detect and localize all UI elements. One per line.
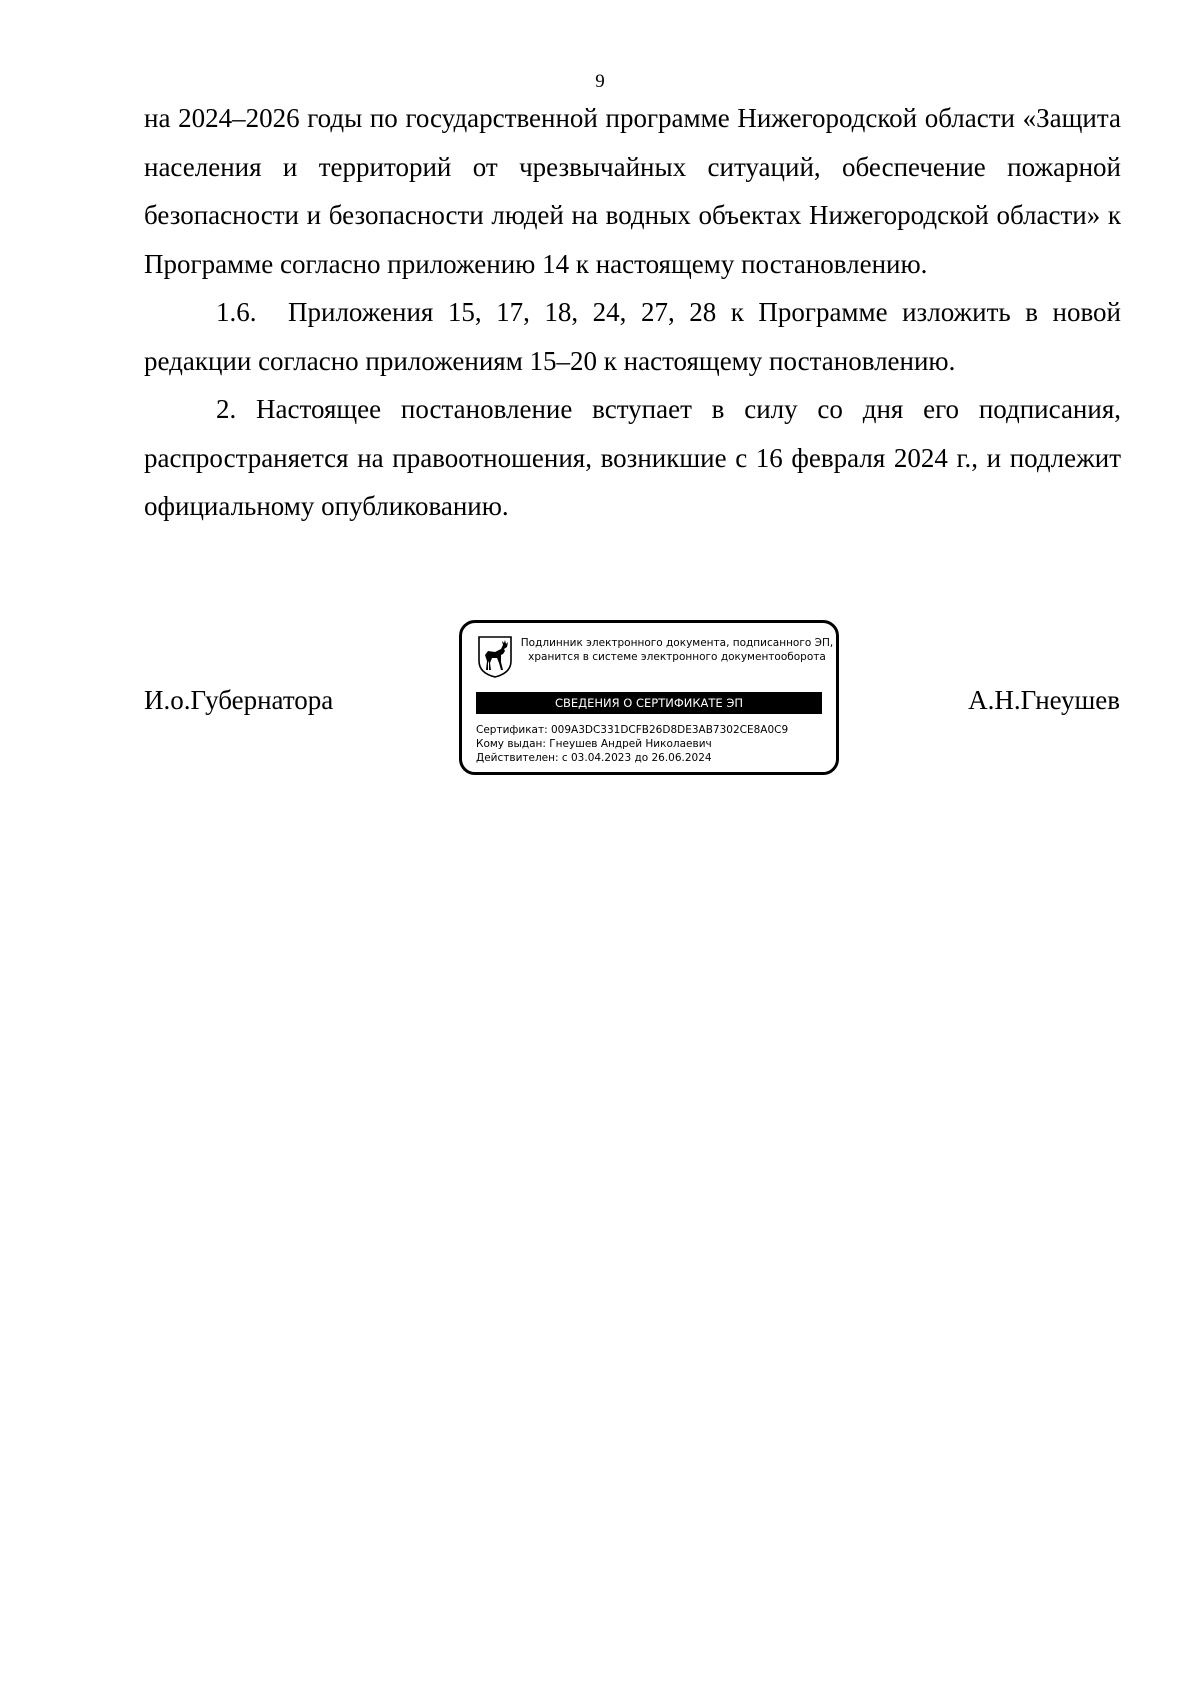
validity-value: с 03.04.2023 до 26.06.2024 (561, 752, 712, 764)
item-number: 1.6. (216, 297, 257, 327)
certificate-label: Сертификат: (476, 724, 548, 736)
certificate-details (476, 723, 826, 765)
electronic-signature-stamp (459, 620, 839, 775)
item-text: Приложения 15, 17, 18, 24, 27, 28 к Программе изложить в новой редакции согласно приложениям 15–20 к настоящему постановлению. (144, 297, 1121, 376)
validity-label: Действителен: (476, 752, 559, 764)
paragraph-item-2: 2. Настоящее постановление вступает в силу со дня его подписания, распространяется на правоотношения, возникшие с 16 февраля 2024 г., и подлежит официальному опубликованию. (144, 394, 1121, 521)
validity-row (476, 751, 826, 765)
page-number: 9 (595, 71, 605, 92)
coat-of-arms-deer-icon (477, 635, 513, 679)
stamp-banner: СВЕДЕНИЯ О СЕРТИФИКАТЕ ЭП (476, 692, 822, 714)
certificate-value: 009A3DC331DCFB26D8DE3AB7302CE8A0C9 (550, 724, 789, 736)
paragraph-program-continuation: на 2024–2026 годы по государственной программе Нижегородской области «Защита населения и территорий от чрезвычайных ситуаций, обеспечение пожарной безопасности и безопасности людей на водных объектах Нижегородской области» к Программе согласно приложению 14 к настоящему постановлению. (144, 103, 1121, 279)
paragraph-item-1-6 (144, 288, 1121, 385)
issued-to-label: Кому выдан: (476, 738, 546, 750)
stamp-header-line-1: Подлинник электронного документа, подписанного ЭП, (520, 637, 834, 649)
signer-title: И.о.Губернатора (144, 685, 334, 715)
issued-to-row (476, 737, 826, 751)
stamp-header (518, 636, 836, 664)
issued-to-value: Гнеушев Андрей Николаевич (549, 738, 712, 750)
signer-name: А.Н.Гнеушев (968, 685, 1120, 715)
stamp-header-line-2: хранится в системе электронного документооборота (528, 651, 826, 663)
document-body (144, 94, 1121, 531)
certificate-row (476, 723, 826, 737)
